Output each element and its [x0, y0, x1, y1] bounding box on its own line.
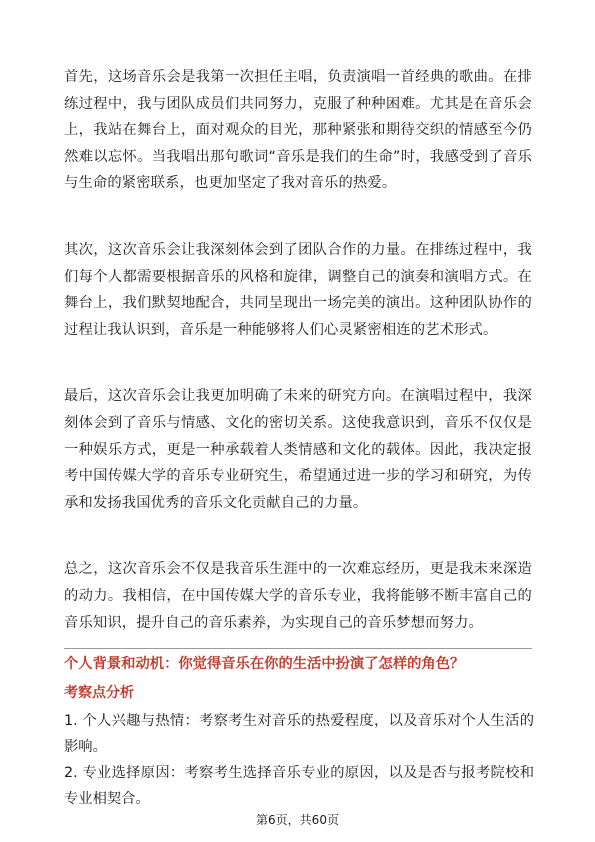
analysis-item-2: 2. 专业选择原因：考察考生选择音乐专业的原因，以及是否与报考院校和专业相契合。	[64, 765, 534, 807]
interview-question: 个人背景和动机：你觉得音乐在你的生活中扮演了怎样的角色？	[64, 656, 465, 672]
analysis-list	[64, 708, 534, 812]
essay-paragraph-4: 总之，这次音乐会不仅是我音乐生涯中的一次难忘经历，更是我未来深造的动力。我相信，在中国传媒大学的音乐专业，我将能够不断丰富自己的音乐知识，提升自己的音乐素养，为实现自己的音乐梦想而努力。	[64, 561, 532, 631]
essay-paragraph-3: 最后，这次音乐会让我更加明确了未来的研究方向。在演唱过程中，我深刻体会到了音乐与情感、文化的密切关系。这使我意识到，音乐不仅仅是一种娱乐方式，更是一种承载着人类情感和文化的载体。因此，我决定报考中国传媒大学的音乐专业研究生，希望通过进一步的学习和研究，为传承和发扬我国优秀的音乐文化贡献自己的力量。	[64, 388, 532, 511]
essay-paragraph-1: 首先，这场音乐会是我第一次担任主唱，负责演唱一首经典的歌曲。在排练过程中，我与团队成员们共同努力，克服了种种困难。尤其是在音乐会上，我站在舞台上，面对观众的目光，那种紧张和期待交织的情感至今仍然难以忘怀。当我唱出那句歌词“音乐是我们的生命”时，我感受到了音乐与生命的紧密联系，也更加坚定了我对音乐的热爱。	[64, 69, 532, 192]
analysis-heading: 考察点分析	[64, 685, 134, 701]
page-number-footer: 第6页，共60页	[256, 813, 339, 827]
section-divider	[64, 648, 532, 649]
essay-body	[64, 64, 532, 636]
essay-paragraph-2: 其次，这次音乐会让我深刻体会到了团队合作的力量。在排练过程中，我们每个人都需要根据音乐的风格和旋律，调整自己的演奏和演唱方式。在舞台上，我们默契地配合，共同呈现出一场完美的演出。这种团队协作的过程让我认识到，音乐是一种能够将人们心灵紧密相连的艺术形式。	[64, 241, 532, 338]
analysis-item-1: 1. 个人兴趣与热情：考察考生对音乐的热爱程度，以及音乐对个人生活的影响。	[64, 713, 534, 755]
